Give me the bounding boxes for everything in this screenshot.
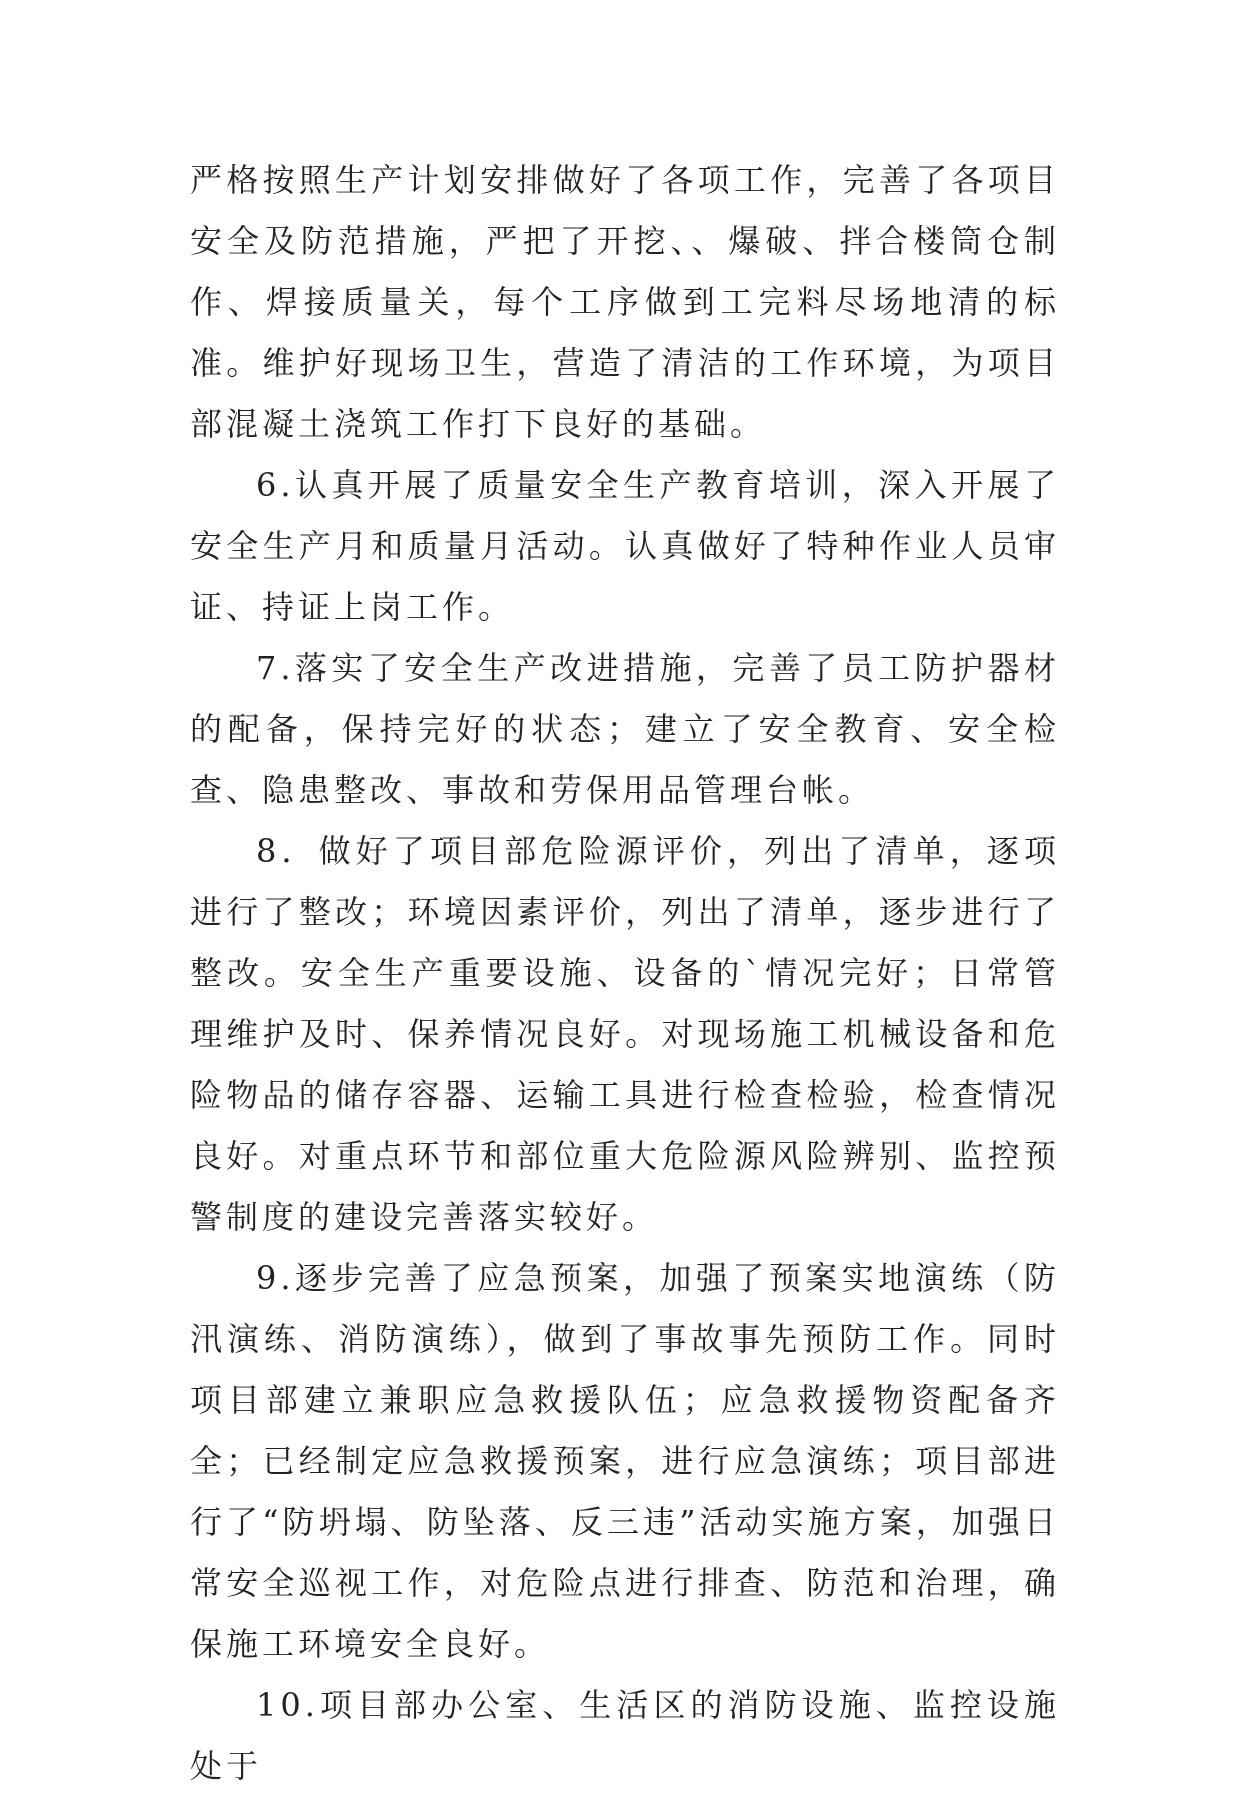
paragraph-continuation: 严格按照生产计划安排做好了各项工作，完善了各项目安全及防范措施，严把了开挖、、爆破、拌合楼筒仓制作、焊接质量关，每个工序做到工完料尽场地清的标准。维护好现场卫生，营造了清洁的工作环境，为项目部混凝土浇筑工作打下良好的基础。 <box>190 161 1060 443</box>
paragraph-item-6: 6.认真开展了质量安全生产教育培训，深入开展了安全生产月和质量月活动。认真做好了特种作业人员审证、持证上岗工作。 <box>190 466 1060 626</box>
paragraph-item-10: 10.项目部办公室、生活区的消防设施、监控设施处于 <box>190 1686 1060 1785</box>
paragraph-item-9: 9.逐步完善了应急预案，加强了预案实地演练（防汛演练、消防演练），做到了事故事先预防工作。同时项目部建立兼职应急救援队伍；应急救援物资配备齐全；已经制定应急救援预案，进行应急演练；项目部进行了“防坍塌、防坠落、反三违”活动实施方案，加强日常安全巡视工作，对危险点进行排查、防范和治理，确保施工环境安全良好。 <box>190 1259 1060 1663</box>
paragraph-item-7: 7.落实了安全生产改进措施，完善了员工防护器材的配备，保持完好的状态；建立了安全教育、安全检查、隐患整改、事故和劳保用品管理台帐。 <box>190 649 1060 809</box>
paragraph-item-8: 8．做好了项目部危险源评价，列出了清单，逐项进行了整改；环境因素评价，列出了清单，逐步进行了整改。安全生产重要设施、设备的`情况完好；日常管理维护及时、保养情况良好。对现场施工机械设备和危险物品的储存容器、运输工具进行检查检验，检查情况良好。对重点环节和部位重大危险源风险辨别、监控预警制度的建设完善落实较好。 <box>190 832 1060 1236</box>
document-body <box>190 150 1060 1797</box>
